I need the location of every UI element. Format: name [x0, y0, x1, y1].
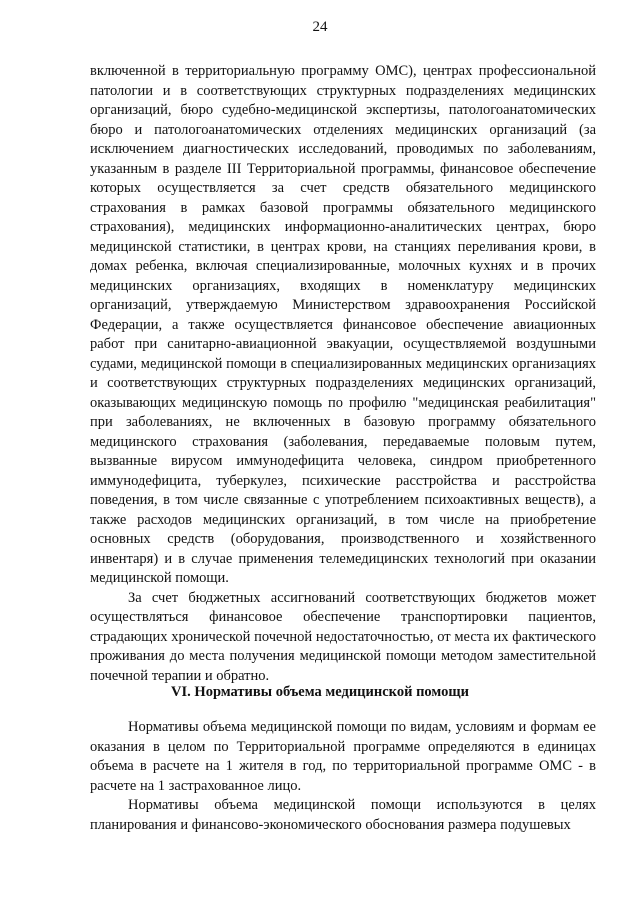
body-text [90, 62, 596, 686]
paragraph-norms-usage: Нормативы объема медицинской помощи используются в целях планирования и финансово-экономического обоснования размера подушевых [90, 797, 596, 833]
section-body [90, 718, 596, 835]
paragraph-volume-norms: Нормативы объема медицинской помощи по видам, условиям и формам ее оказания в целом по Территориальной программе определяются в единицах объема в расчете на 1 жителя в год, по территориальной программе ОМС - в расчете на 1 застрахованное лицо. [90, 719, 596, 794]
paragraph-transport-funding: За счет бюджетных ассигнований соответствующих бюджетов может осуществляться финансовое обеспечение транспортировки пациентов, страдающих хронической почечной недостаточностью, от места их фактического проживания до места получения медицинской помощи методом заместительной почечной терапии и обратно. [90, 589, 596, 684]
section-heading: VI. Нормативы объема медицинской помощи [171, 684, 469, 700]
paragraph-continuation: включенной в территориальную программу ОМС), центрах профессиональной патологии и в соответствующих структурных подразделениях медицинских организаций, бюро судебно-медицинской экспертизы, патологоанатомических бюро и патологоанатомических отделениях медицинских организаций (за исключением диагностических исследований, проводимых по заболеваниям, указанным в разделе III Территориальной программы, финансовое обеспечение которых осуществляется за счет средств обязательного медицинского страхования в рамках базовой программы обязательного медицинского страхования), медицинских информационно-аналитических центрах, бюро медицинской статистики, в центрах крови, на станциях переливания крови, в домах ребенка, включая специализированные, молочных кухнях и в прочих медицинских организациях, входящих в номенклатуру медицинских организаций, утверждаемую Министерством здравоохранения Российской Федерации, а также осуществляется финансовое обеспечение авиационных работ при санитарно-авиационной эвакуации, осуществляемой воздушными судами, медицинской помощи в специализированных медицинских организациях и соответствующих структурных подразделениях медицинских организаций, оказывающих медицинскую помощь по профилю "медицинская реабилитация" при заболеваниях, не включенных в базовую программу обязательного медицинского страхования (заболевания, передаваемые половым путем, вызванные вирусом иммунодефицита человека, синдром приобретенного иммунодефицита, туберкулез, психические расстройства и расстройства поведения, в том числе связанные с употреблением психоактивных веществ), а также расходов медицинских организаций, в том числе на приобретение основных средств (оборудования, производственного и хозяйственного инвентаря) и в случае применения телемедицинских технологий при оказании медицинской помощи. [90, 63, 596, 586]
page-number: 24 [312, 19, 328, 35]
